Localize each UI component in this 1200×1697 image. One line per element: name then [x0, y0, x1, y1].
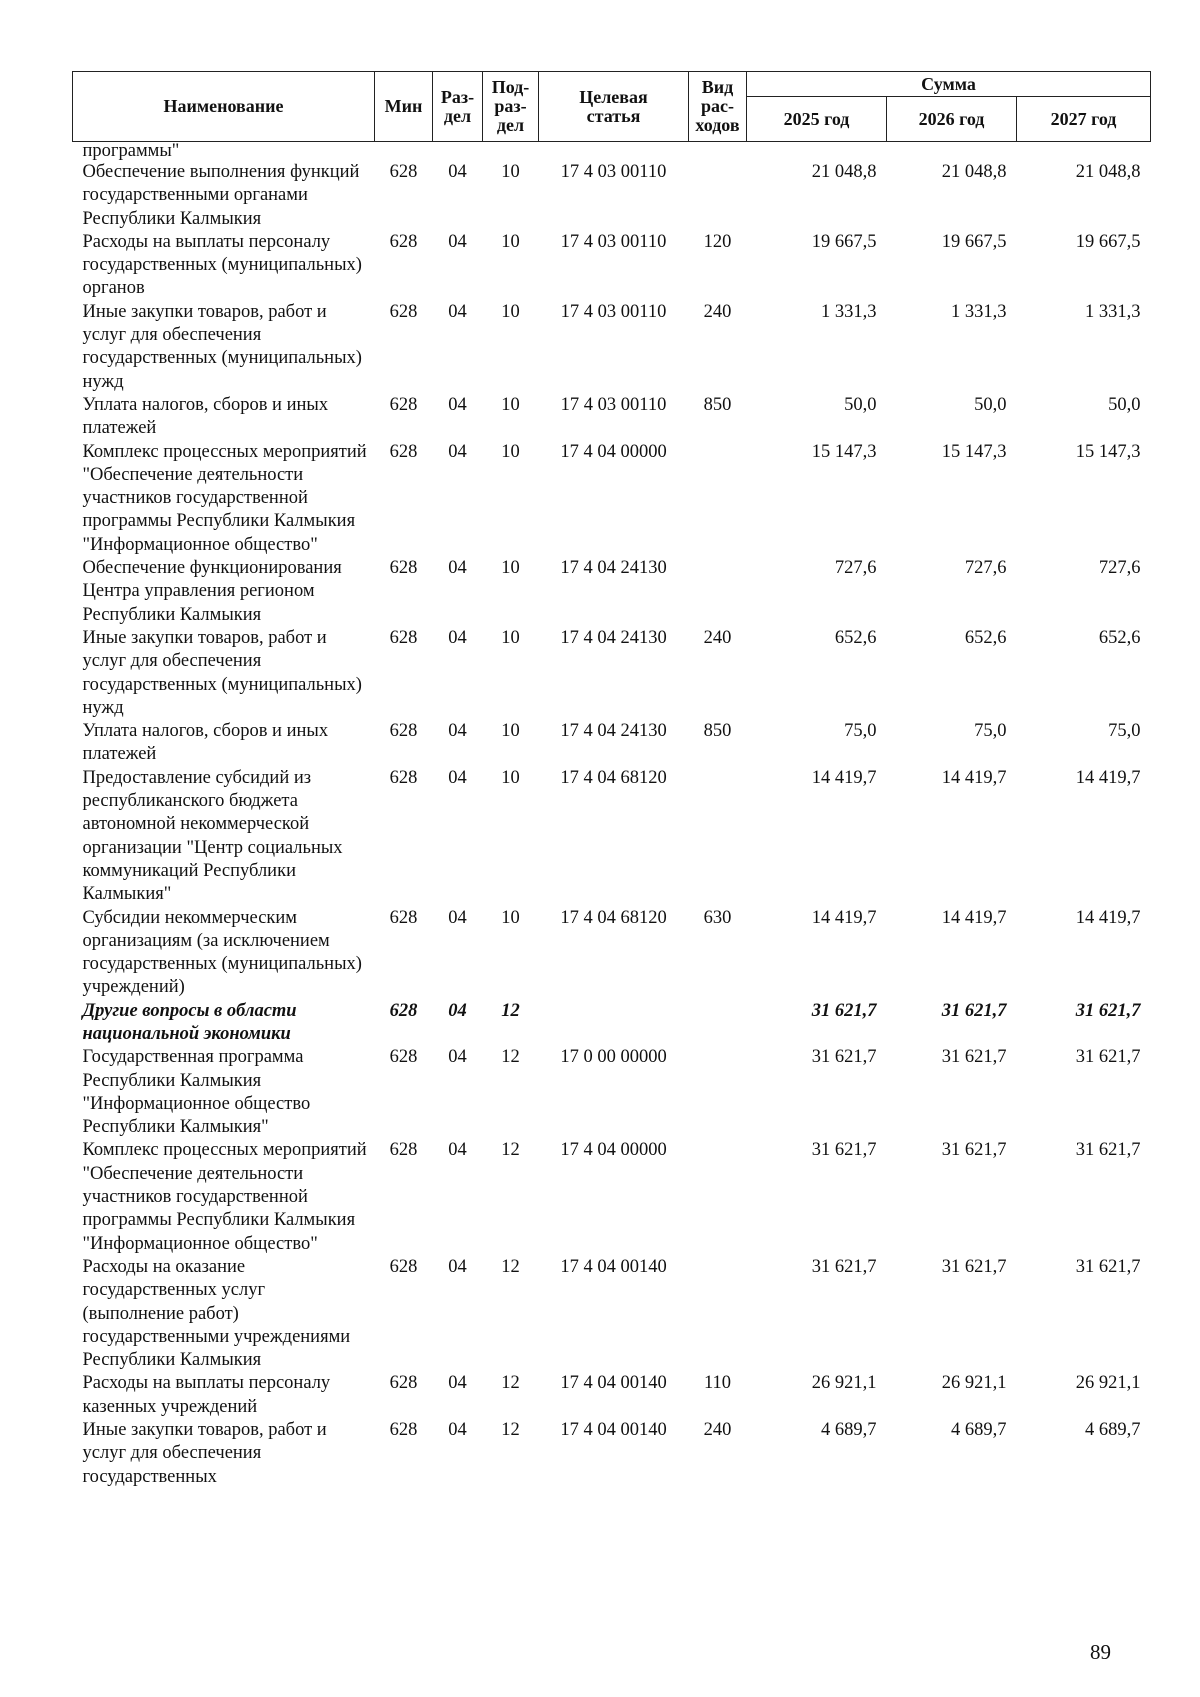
row-podrazdel: 10: [501, 441, 520, 462]
row-name: программы": [82, 141, 180, 161]
header-vid: [689, 72, 747, 142]
row-sum-2026: 652,6: [964, 627, 1007, 648]
row-sum-2026: 14 419,7: [941, 907, 1007, 928]
row-name: Обеспечение функционирования Центра управления регионом Республики Калмыкия: [82, 558, 342, 625]
row-celevaya: 17 4 04 24130: [560, 627, 667, 648]
row-min: 628: [389, 441, 418, 462]
row-vid: [689, 161, 747, 231]
row-celevaya: 17 4 04 00140: [560, 1373, 667, 1394]
header-vid-line-1: Вид: [701, 77, 734, 97]
row-vid: 120: [703, 231, 732, 252]
row-podrazdel: 10: [501, 301, 520, 322]
row-vid: [689, 557, 747, 627]
row-sum-2026: 4 689,7: [951, 1420, 1007, 1441]
row-razdel: 04: [448, 627, 467, 648]
row-sum-2025: 4 689,7: [821, 1420, 877, 1441]
row-razdel: 04: [448, 394, 467, 415]
row-name: Расходы на оказание государственных услуг (выполнение работ) государственными учреждениями Республики Калмыкия: [82, 1256, 351, 1371]
table-row: [73, 767, 1151, 907]
row-sum-2027: 31 621,7: [1075, 1047, 1141, 1068]
table-row: [73, 1372, 1151, 1419]
row-vid: [689, 1256, 747, 1372]
row-sum-2025: 31 621,7: [811, 1000, 877, 1021]
row-razdel: 04: [448, 907, 467, 928]
row-sum-2025: 727,6: [834, 558, 877, 579]
row-celevaya: 17 4 04 24130: [560, 721, 667, 742]
row-celevaya: 17 4 04 68120: [560, 907, 667, 928]
row-podrazdel: 10: [501, 231, 520, 252]
header-summa: Сумма: [747, 72, 1151, 97]
header-razdel: [433, 72, 483, 142]
row-sum-2027: 50,0: [1108, 394, 1141, 415]
table-row: [73, 1256, 1151, 1372]
row-name: Государственная программа Республики Калмыкия "Информационное общество Республики Калмыкия": [82, 1047, 311, 1138]
table-row: [73, 441, 1151, 557]
row-vid: [689, 142, 747, 162]
row-name: Другие вопросы в области национальной экономики: [82, 1000, 297, 1044]
row-vid: 240: [703, 627, 732, 648]
row-vid: [689, 1139, 747, 1255]
row-podrazdel: 10: [501, 721, 520, 742]
row-sum-2025: 21 048,8: [811, 162, 877, 182]
row-celevaya: [539, 1000, 689, 1047]
table-row: [73, 557, 1151, 627]
row-podrazdel: 10: [501, 558, 520, 579]
row-sum-2027: 31 621,7: [1075, 1256, 1141, 1277]
table-row: [73, 142, 1151, 162]
row-razdel: 04: [448, 441, 467, 462]
table-row: [73, 231, 1151, 301]
row-sum-2027: 26 921,1: [1075, 1373, 1141, 1394]
row-sum-2025: 14 419,7: [811, 767, 877, 788]
row-min: 628: [389, 767, 418, 788]
row-sum-2027: 727,6: [1098, 558, 1141, 579]
row-sum-2025: 75,0: [844, 721, 877, 742]
row-sum-2027: 14 419,7: [1075, 907, 1141, 928]
row-podrazdel: 12: [501, 1140, 520, 1161]
row-razdel: 04: [448, 558, 467, 579]
header-vid-line-3: ходов: [695, 115, 740, 135]
header-podrazdel: [483, 72, 539, 142]
header-celevaya-line-2: статья: [586, 105, 641, 126]
row-sum-2025: 31 621,7: [811, 1256, 877, 1277]
table-row: [73, 1046, 1151, 1139]
row-sum-2026: 26 921,1: [941, 1373, 1007, 1394]
row-sum-2026: 21 048,8: [941, 162, 1007, 182]
row-name: Иные закупки товаров, работ и услуг для обеспечения государственных (муниципальных) нужд: [82, 301, 362, 392]
row-razdel: 04: [448, 1256, 467, 1277]
budget-page: [72, 71, 1150, 1489]
table-row: [73, 301, 1151, 394]
row-celevaya: 17 4 03 00110: [560, 394, 667, 415]
row-celevaya: 17 4 04 00000: [560, 1140, 667, 1161]
row-sum-2026: 50,0: [974, 394, 1007, 415]
row-vid: 850: [703, 721, 732, 742]
header-vid-line-2: рас-: [701, 96, 734, 116]
row-sum-2025: [747, 142, 887, 162]
row-celevaya: 17 4 04 00140: [560, 1420, 667, 1441]
row-min: 628: [389, 558, 418, 579]
row-sum-2027: [1017, 142, 1151, 162]
row-sum-2026: 19 667,5: [941, 231, 1007, 252]
row-min: 628: [389, 1373, 418, 1394]
row-vid: 850: [703, 394, 732, 415]
row-sum-2026: 14 419,7: [941, 767, 1007, 788]
table-row: [73, 907, 1151, 1000]
row-name: Комплекс процессных мероприятий "Обеспечение деятельности участников государственной программы Республики Калмыкия "Информационное общество": [82, 1140, 367, 1254]
table-row: [73, 394, 1151, 441]
table-row: [73, 720, 1151, 767]
row-vid: [689, 767, 747, 907]
row-sum-2025: 19 667,5: [811, 231, 877, 252]
header-name: Наименование: [73, 72, 375, 142]
row-sum-2025: 26 921,1: [811, 1373, 877, 1394]
row-vid: 110: [703, 1373, 732, 1394]
row-min: 628: [389, 1047, 418, 1068]
row-celevaya: 17 4 03 00110: [560, 231, 667, 252]
row-vid: [689, 1000, 747, 1047]
row-sum-2027: 4 689,7: [1085, 1420, 1141, 1441]
table-row: [73, 161, 1151, 231]
row-name: Иные закупки товаров, работ и услуг для обеспечения государственных (муниципальных) нужд: [82, 627, 362, 718]
row-vid: [689, 441, 747, 557]
row-name: Иные закупки товаров, работ и услуг для обеспечения государственных: [82, 1420, 327, 1487]
header-min: Мин: [375, 72, 433, 142]
row-sum-2027: 1 331,3: [1085, 301, 1141, 322]
row-vid: 630: [703, 907, 732, 928]
row-celevaya: 17 4 04 24130: [560, 558, 667, 579]
row-min: 628: [389, 627, 418, 648]
row-razdel: [433, 142, 483, 162]
row-podrazdel: 12: [501, 1420, 520, 1441]
row-min: 628: [389, 907, 418, 928]
row-podrazdel: 12: [501, 1373, 520, 1394]
row-name: Комплекс процессных мероприятий "Обеспечение деятельности участников государственной программы Республики Калмыкия "Информационное общество": [82, 441, 367, 555]
row-min: [375, 142, 433, 162]
row-name: Субсидии некоммерческим организациям (за исключением государственных (муниципальных) учреждений): [82, 907, 362, 998]
row-sum-2025: 31 621,7: [811, 1047, 877, 1068]
row-sum-2027: 31 621,7: [1075, 1000, 1141, 1021]
table-row: [73, 1419, 1151, 1489]
row-min: 628: [389, 162, 418, 182]
row-sum-2025: 1 331,3: [821, 301, 877, 322]
row-sum-2026: 31 621,7: [941, 1000, 1007, 1021]
row-celevaya: 17 4 04 00140: [560, 1256, 667, 1277]
row-razdel: 04: [448, 301, 467, 322]
row-razdel: 04: [448, 767, 467, 788]
row-vid: 240: [703, 1420, 732, 1441]
row-celevaya: 17 0 00 00000: [560, 1047, 667, 1068]
row-sum-2027: 652,6: [1098, 627, 1141, 648]
row-sum-2026: 31 621,7: [941, 1256, 1007, 1277]
row-celevaya: 17 4 04 00000: [560, 441, 667, 462]
row-podrazdel: 10: [501, 767, 520, 788]
header-celevaya-line-1: Целевая: [579, 86, 648, 107]
row-celevaya: [539, 142, 689, 162]
row-sum-2026: 31 621,7: [941, 1047, 1007, 1068]
row-min: 628: [389, 721, 418, 742]
row-name: Уплата налогов, сборов и иных платежей: [82, 394, 329, 439]
header-celevaya: [539, 72, 689, 142]
row-name: Уплата налогов, сборов и иных платежей: [82, 721, 329, 765]
row-razdel: 04: [448, 1373, 467, 1394]
table-row: [73, 627, 1151, 720]
row-sum-2025: 652,6: [834, 627, 877, 648]
row-sum-2027: 19 667,5: [1075, 231, 1141, 252]
row-min: 628: [389, 1140, 418, 1161]
row-min: 628: [389, 231, 418, 252]
row-sum-2027: 14 419,7: [1075, 767, 1141, 788]
budget-table: [72, 71, 1151, 1489]
row-sum-2025: 50,0: [844, 394, 877, 415]
row-podrazdel: 10: [501, 907, 520, 928]
header-year-2026: 2026 год: [887, 97, 1017, 142]
row-sum-2026: 15 147,3: [941, 441, 1007, 462]
row-sum-2027: 15 147,3: [1075, 441, 1141, 462]
page-number: 89: [1090, 1640, 1111, 1664]
row-sum-2027: 21 048,8: [1075, 162, 1141, 182]
row-podrazdel: 10: [501, 162, 520, 182]
table-body: [73, 142, 1151, 1489]
header-year-2025: 2025 год: [747, 97, 887, 142]
row-razdel: 04: [448, 231, 467, 252]
row-name: Расходы на выплаты персоналу государственных (муниципальных) органов: [82, 231, 362, 299]
header-razdel-line-2: дел: [443, 105, 472, 126]
row-razdel: 04: [448, 1047, 467, 1068]
row-sum-2025: 31 621,7: [811, 1140, 877, 1161]
row-name: Предоставление субсидий из республиканского бюджета автономной некоммерческой организации "Центр социальных коммуникаций Республики Калмыкия": [82, 767, 343, 905]
row-name: Обеспечение выполнения функций государственными органами Республики Калмыкия: [82, 162, 360, 229]
row-name: Расходы на выплаты персоналу казенных учреждений: [82, 1373, 331, 1417]
row-celevaya: 17 4 03 00110: [560, 301, 667, 322]
row-sum-2026: 1 331,3: [951, 301, 1007, 322]
row-min: 628: [389, 394, 418, 415]
header-year-2027: 2027 год: [1017, 97, 1151, 142]
row-sum-2027: 75,0: [1108, 721, 1141, 742]
row-podrazdel: 12: [501, 1047, 520, 1068]
row-min: 628: [389, 1000, 418, 1021]
table-header: [73, 72, 1151, 142]
row-celevaya: 17 4 03 00110: [560, 162, 667, 182]
row-sum-2025: 14 419,7: [811, 907, 877, 928]
row-razdel: 04: [448, 1140, 467, 1161]
row-podrazdel: [483, 142, 539, 162]
row-razdel: 04: [448, 1000, 467, 1021]
row-celevaya: 17 4 04 68120: [560, 767, 667, 788]
row-podrazdel: 12: [501, 1256, 520, 1277]
row-vid: [689, 1046, 747, 1139]
header-razdel-line-1: Раз-: [440, 86, 475, 107]
row-min: 628: [389, 1420, 418, 1441]
header-podrazdel-line-1: Под-: [491, 77, 530, 97]
row-sum-2026: [887, 142, 1017, 162]
table-row: [73, 1000, 1151, 1047]
row-sum-2026: 75,0: [974, 721, 1007, 742]
row-podrazdel: 10: [501, 394, 520, 415]
row-razdel: 04: [448, 721, 467, 742]
table-row: [73, 1139, 1151, 1255]
row-sum-2026: 31 621,7: [941, 1140, 1007, 1161]
row-min: 628: [389, 301, 418, 322]
row-podrazdel: 10: [501, 627, 520, 648]
row-podrazdel: 12: [501, 1000, 520, 1021]
row-min: 628: [389, 1256, 418, 1277]
row-sum-2027: 31 621,7: [1075, 1140, 1141, 1161]
row-vid: 240: [703, 301, 732, 322]
row-razdel: 04: [448, 1420, 467, 1441]
row-razdel: 04: [448, 162, 467, 182]
header-podrazdel-line-3: дел: [496, 115, 525, 135]
row-sum-2025: 15 147,3: [811, 441, 877, 462]
header-podrazdel-line-2: раз-: [494, 96, 527, 116]
row-sum-2026: 727,6: [964, 558, 1007, 579]
